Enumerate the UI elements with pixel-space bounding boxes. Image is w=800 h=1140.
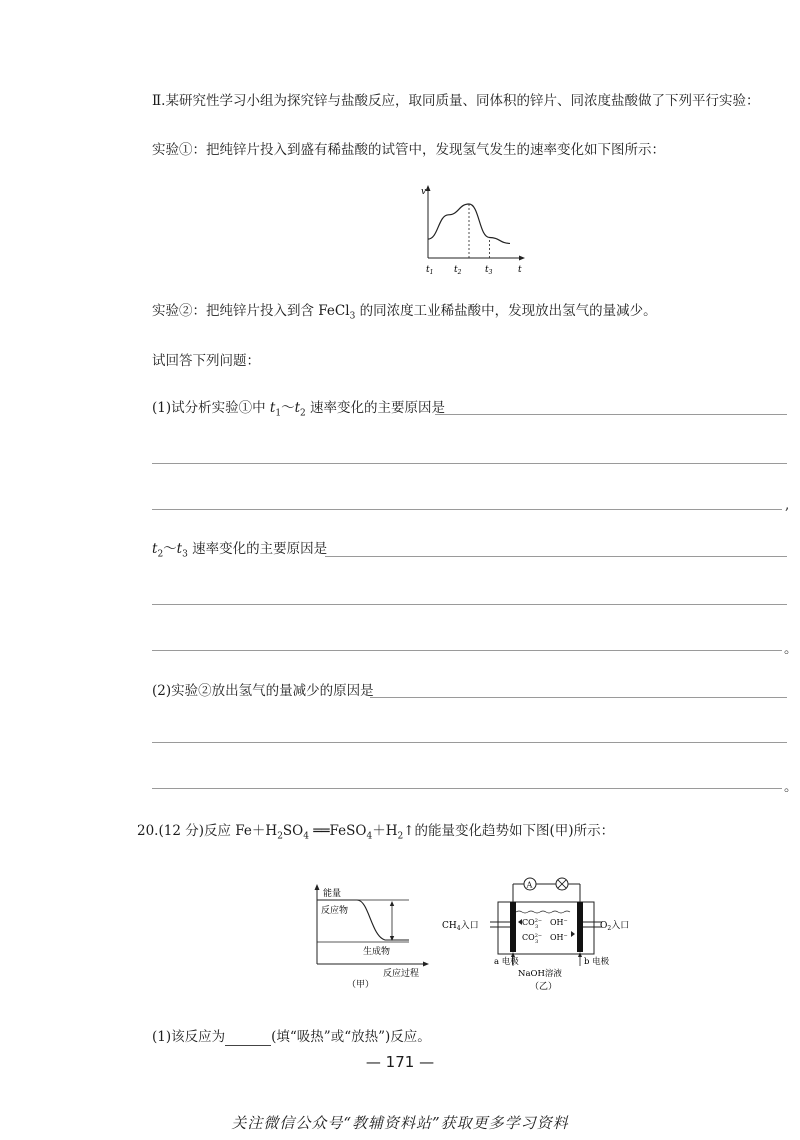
rate-chart-tick-t3: $t_3$ <box>485 265 493 276</box>
question-2-text: (2)实验②放出氢气的量减少的原因是 <box>152 683 374 699</box>
energy-y-arrow <box>315 884 320 890</box>
fuel-cell-diagram <box>440 872 640 994</box>
ion-oh-lower: OH− <box>550 933 568 942</box>
rate-chart <box>412 182 532 278</box>
electrolyte-surface <box>516 911 570 913</box>
ammeter-label: A <box>526 880 533 890</box>
question-1-part2-text: $t_2\sim t_3$ 速率变化的主要原因是 <box>152 541 328 560</box>
electrode-a-label: a 电极 <box>494 957 519 967</box>
question-1-text: (1)试分析实验①中 $t_1\sim t_2$ 速率变化的主要原因是 <box>152 400 446 419</box>
rate-chart-tick-t1: $t_1$ <box>426 265 434 276</box>
experiment-2-text: 实验②：把纯锌片投入到含 FeCl$_3$ 的同浓度工业稀盐酸中，发现放出氢气的量减少。 <box>152 303 657 322</box>
ion-migration-arrow-lower <box>571 931 575 937</box>
energy-xlabel: 反应过程 <box>383 969 420 979</box>
rate-chart-tick-t2: $t_2$ <box>454 265 462 276</box>
experiment-1-text: 实验①：把纯锌片投入到盛有稀盐酸的试管中，发现氢气发生的速率变化如下图所示： <box>152 142 665 158</box>
ion-oh-upper: OH− <box>550 918 568 927</box>
fill-in-blank[interactable] <box>225 1045 271 1046</box>
answer-line-2c[interactable] <box>152 788 782 789</box>
electrode-b <box>577 902 583 952</box>
answer-line-1b[interactable] <box>152 463 787 464</box>
electrode-a <box>510 902 516 952</box>
question-prompt: 试回答下列问题： <box>152 353 260 369</box>
ion-migration-arrow-upper <box>518 919 522 925</box>
period-mark: 。 <box>784 641 798 657</box>
rate-chart-xlabel: t <box>518 265 522 275</box>
energy-diagram <box>305 880 435 992</box>
solution-label: NaOH溶液 <box>518 969 562 979</box>
energy-difference-arrowhead-top <box>390 901 394 906</box>
answer-line-1d[interactable] <box>325 556 787 557</box>
rate-chart-y-arrow <box>426 185 431 191</box>
cell-caption: （乙） <box>530 982 558 992</box>
energy-x-arrow <box>423 962 429 967</box>
section2-intro: Ⅱ.某研究性学习小组为探究锌与盐酸反应，取同质量、同体积的锌片、同浓度盐酸做了下列平行实验： <box>152 93 760 109</box>
answer-line-1a[interactable] <box>435 414 787 415</box>
answer-line-1f[interactable] <box>152 650 782 651</box>
comma-mark: , <box>785 497 790 513</box>
page-number: — 171 — <box>365 1053 435 1071</box>
electrode-b-label: b 电极 <box>584 957 610 967</box>
rate-chart-ylabel: v <box>421 187 427 197</box>
energy-ylabel: 能量 <box>323 889 342 899</box>
answer-line-2b[interactable] <box>152 742 787 743</box>
ch4-inlet-label: $CH_4$入口 <box>442 921 479 932</box>
question-20-1-text: (1)该反应为 (填“吸热”或“放热”)反应。 <box>152 1029 431 1045</box>
energy-product-label: 生成物 <box>363 947 391 957</box>
question-20-text: 20.(12 分)反应 $Fe+H_2SO_4$ $══FeSO_4+H_2↑$的能量变化趋势如下图(甲)所示： <box>137 823 615 842</box>
answer-line-2a[interactable] <box>370 697 787 698</box>
answer-line-1c[interactable] <box>152 509 782 510</box>
o2-inlet-label: $O_2$入口 <box>600 921 630 932</box>
ion-co3-lower: $CO^{2-}$ 3 <box>522 933 543 945</box>
period-mark: 。 <box>784 779 798 795</box>
energy-caption: （甲） <box>347 980 375 990</box>
energy-reactant-label: 反应物 <box>321 906 349 916</box>
footer-note: 关注微信公众号“教辅资料站”获取更多学习资料 <box>231 1114 569 1132</box>
ion-co3-upper: $CO^{2-}$ 3 <box>522 918 543 930</box>
answer-line-1e[interactable] <box>152 604 787 605</box>
rate-chart-x-arrow <box>519 256 525 261</box>
